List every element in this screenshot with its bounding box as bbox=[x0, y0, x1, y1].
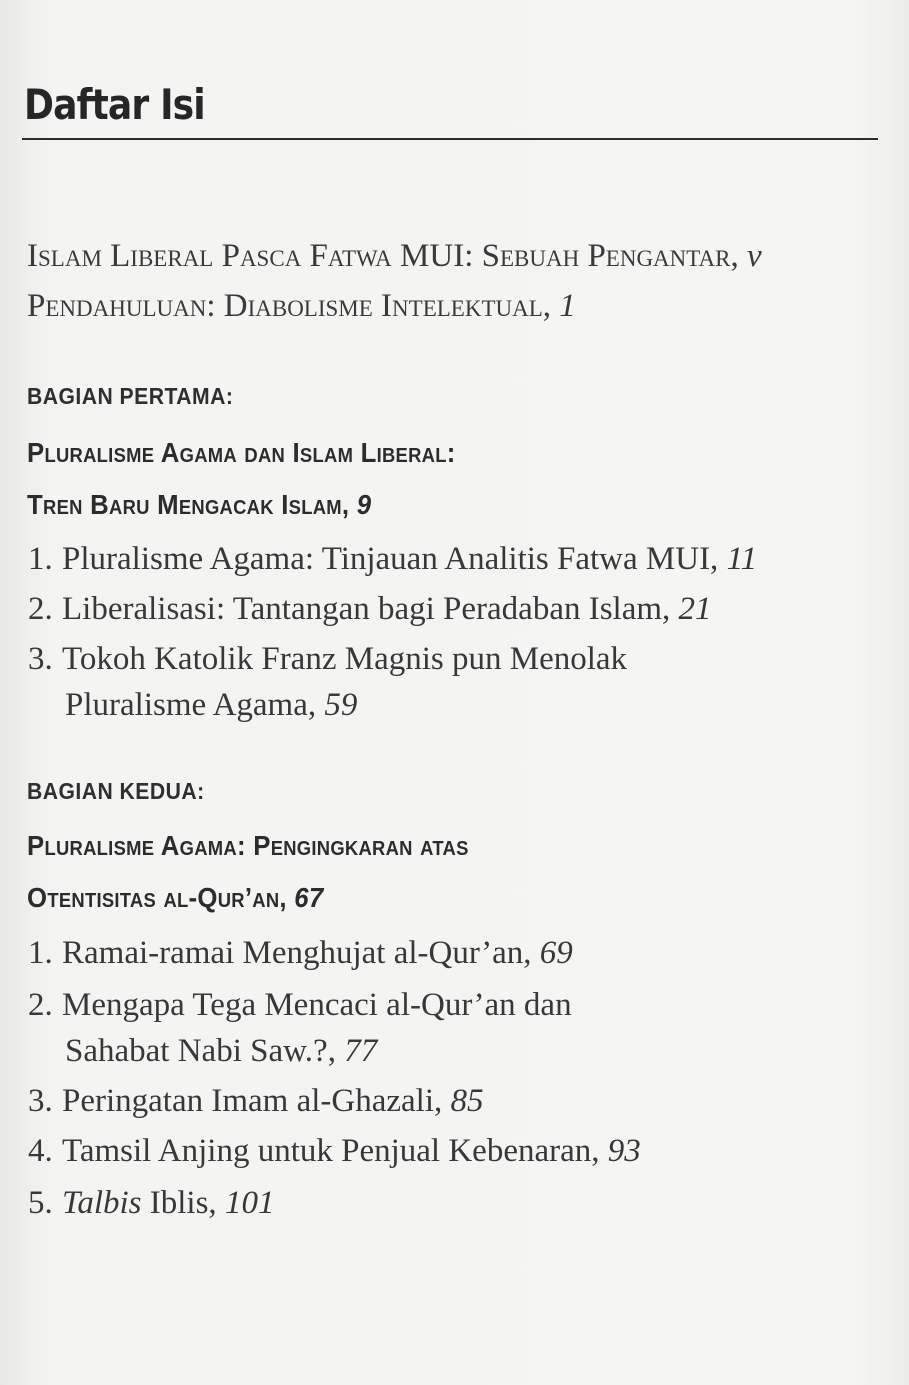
entry-page: 59 bbox=[324, 687, 358, 723]
entry-title: Peringatan Imam al-Ghazali, bbox=[62, 1083, 451, 1119]
toc-entry bbox=[28, 1128, 641, 1174]
entry-title-italic: Talbis bbox=[62, 1185, 142, 1221]
entry-page: 21 bbox=[678, 591, 712, 627]
part-title-line: Pluralisme Agama: Pengingkaran atas bbox=[27, 830, 469, 861]
toc-entry bbox=[28, 536, 757, 582]
toc-entry bbox=[28, 586, 712, 632]
entry-title: Tamsil Anjing untuk Penjual Kebenaran, bbox=[62, 1133, 608, 1169]
part-page: 67 bbox=[294, 882, 324, 913]
front-matter-item bbox=[27, 238, 762, 275]
entry-title: Pluralisme Agama: Tinjauan Analitis Fatwa MUI, bbox=[62, 541, 727, 577]
entry-title-continued: Pluralisme Agama, 59 bbox=[65, 687, 358, 723]
front-matter-page: 1 bbox=[559, 288, 576, 324]
entry-number: 3. bbox=[28, 641, 53, 677]
entry-page: 85 bbox=[450, 1083, 484, 1119]
entry-number: 4. bbox=[28, 1133, 53, 1169]
entry-title: Ramai-ramai Menghujat al-Qur’an, bbox=[62, 935, 540, 971]
page-title: Daftar Isi bbox=[24, 80, 205, 129]
front-matter-label: Islam Liberal Pasca Fatwa MUI: Sebuah Pengantar, bbox=[27, 238, 747, 274]
toc-entry bbox=[28, 636, 627, 728]
toc-entry bbox=[28, 1180, 274, 1226]
entry-title: Tokoh Katolik Franz Magnis pun Menolak bbox=[62, 641, 628, 677]
front-matter-label: Pendahuluan: Diabolisme Intelektual, bbox=[27, 288, 560, 324]
entry-title-continued: Sahabat Nabi Saw.?, 77 bbox=[65, 1033, 378, 1069]
part-label: BAGIAN PERTAMA: bbox=[27, 383, 234, 409]
toc-entry bbox=[28, 982, 572, 1074]
part-title-line: Pluralisme Agama dan Islam Liberal: bbox=[27, 437, 456, 468]
entry-number: 3. bbox=[28, 1083, 53, 1119]
entry-number: 2. bbox=[28, 987, 53, 1023]
entry-number: 5. bbox=[28, 1185, 53, 1221]
part-page: 9 bbox=[356, 489, 372, 520]
toc-entry bbox=[28, 1078, 484, 1124]
entry-title: Iblis, bbox=[141, 1185, 225, 1221]
toc-entry bbox=[28, 930, 573, 976]
entry-number: 2. bbox=[28, 591, 53, 627]
entry-page: 11 bbox=[726, 541, 758, 577]
part-title-line: Otentisitas al-Qur’an, 67 bbox=[27, 882, 324, 913]
part-title-line: Tren Baru Mengacak Islam, 9 bbox=[27, 489, 372, 520]
part-label: BAGIAN KEDUA: bbox=[27, 778, 205, 804]
entry-page: 93 bbox=[607, 1133, 641, 1169]
entry-number: 1. bbox=[28, 541, 53, 577]
entry-page: 101 bbox=[224, 1185, 275, 1221]
entry-title: Liberalisasi: Tantangan bagi Peradaban Islam, bbox=[62, 591, 679, 627]
part-title bbox=[27, 820, 469, 924]
part-title bbox=[27, 427, 456, 531]
front-matter-page: v bbox=[746, 238, 762, 274]
entry-page: 77 bbox=[344, 1033, 378, 1069]
entry-number: 1. bbox=[28, 935, 53, 971]
front-matter-item bbox=[27, 288, 576, 325]
title-rule bbox=[22, 138, 878, 140]
entry-title: Mengapa Tega Mencaci al-Qur’an dan bbox=[62, 987, 572, 1023]
entry-page: 69 bbox=[539, 935, 573, 971]
